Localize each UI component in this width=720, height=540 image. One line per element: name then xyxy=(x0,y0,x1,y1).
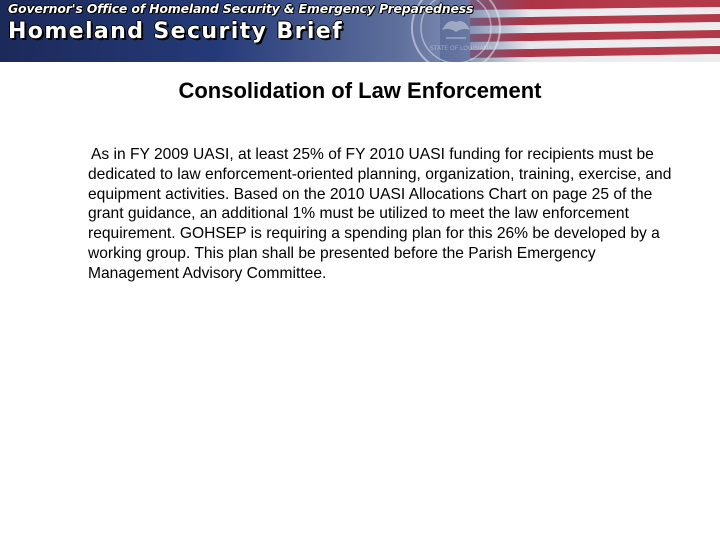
body-paragraph: As in FY 2009 UASI, at least 25% of FY 2010 UASI funding for recipients must be dedicated to law enforcement-oriented planning, organization, training, exercise, and equipment activities. Based on the 2010 UASI Allocations Chart on page 25 of the grant guidance, an additional 1% must be utilized to meet the law enforcement requirement. GOHSEP is requiring a spending plan for this 26% be developed by a working group. This plan shall be presented before the Parish Emergency Management Advisory Committee. xyxy=(88,146,672,282)
svg-text:STATE OF LOUISIANA: STATE OF LOUISIANA xyxy=(430,45,493,52)
brief-title: Homeland Security Brief xyxy=(8,19,344,44)
header-banner xyxy=(0,0,720,62)
agency-subtitle: Governor's Office of Homeland Security & Emergency Preparedness xyxy=(8,1,474,16)
slide-title: Consolidation of Law Enforcement xyxy=(178,78,542,103)
